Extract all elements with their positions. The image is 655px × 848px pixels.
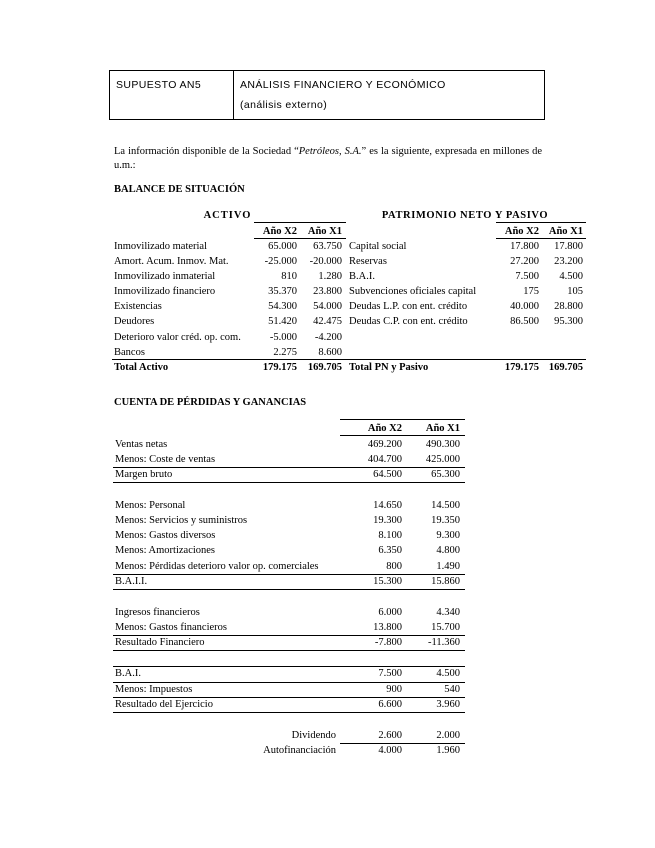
pyg-row-label: Menos: Gastos diversos [115,530,216,541]
total-pasivo-x2: 179.175 [504,362,539,373]
pyg-row-separator [113,650,465,651]
pasivo-subheader-line [496,238,586,239]
pyg-row-x1: 4.800 [436,545,460,556]
pyg-row-separator [113,574,465,575]
activo-col-x2: Año X2 [262,226,297,237]
pyg-extra-line [340,743,465,744]
activo-col-x1: Año X1 [307,226,342,237]
pyg-row-x2: 13.800 [373,622,402,633]
pyg-row-x1: 3.960 [436,699,460,710]
activo-row-x1: 54.000 [313,301,342,312]
pyg-row-separator [113,697,465,698]
pasivo-row-x1: 95.300 [554,316,583,327]
pyg-row-x1: -11.360 [428,637,460,648]
pasivo-header-line [496,222,586,223]
pasivo-row-x2: 40.000 [510,301,539,312]
pasivo-row-x1: 28.800 [554,301,583,312]
pyg-row-label: Ingresos financieros [115,607,200,618]
pyg-extra-x2: 4.000 [378,745,402,756]
pasivo-row-x1: 23.200 [554,256,583,267]
pyg-row-label: Menos: Personal [115,500,186,511]
total-pasivo-label: Total PN y Pasivo [349,362,429,373]
pyg-row-x2: 6.600 [378,699,402,710]
activo-row-x1: -20.000 [309,256,342,267]
total-pasivo-x1: 169.705 [548,362,583,373]
pyg-row-label: Menos: Amortizaciones [115,545,216,556]
pyg-row-x2: 19.300 [373,515,402,526]
pasivo-row-label: Subvenciones oficiales capital [349,286,477,297]
pyg-row-x2: 15.300 [373,576,402,587]
activo-header: ACTIVO [203,210,252,221]
header-code: SUPUESTO AN5 [116,79,202,91]
pyg-header-top-line [340,419,465,420]
header-divider [233,70,234,120]
pasivo-col-x1: Año X1 [548,226,583,237]
pyg-row-x2: 7.500 [378,668,402,679]
activo-row-label: Bancos [114,347,145,358]
pasivo-row-x2: 17.800 [510,241,539,252]
intro-after: ” es la siguiente, expresada en millones de u.m.: [114,146,543,171]
activo-row-x2: -5.000 [269,332,297,343]
pyg-title: CUENTA DE PÉRDIDAS Y GANANCIAS [114,397,307,408]
activo-row-x1: 63.750 [313,241,342,252]
pyg-row-x1: 1.490 [436,561,460,572]
header-box [109,70,545,120]
pyg-row-x2: 800 [386,561,402,572]
pyg-row-x1: 15.700 [431,622,460,633]
pyg-col-x2: Año X2 [367,423,402,434]
pyg-row-x1: 490.300 [425,439,460,450]
pyg-row-label: Ventas netas [115,439,168,450]
pyg-row-label: Menos: Pérdidas deterioro valor op. comerciales [115,561,319,572]
pyg-row-label: Resultado Financiero [115,637,205,648]
pyg-extra-x1: 1.960 [436,745,460,756]
activo-row-x2: 35.370 [268,286,297,297]
activo-row-label: Amort. Acum. Inmov. Mat. [114,256,229,267]
intro-company: Petróleos, S.A. [298,146,362,157]
pyg-row-x1: 4.340 [436,607,460,618]
pyg-row-label: B.A.I. [115,668,141,679]
activo-row-x2: 2.275 [273,347,297,358]
total-activo-x1: 169.705 [307,362,342,373]
pyg-row-x1: 9.300 [436,530,460,541]
pyg-row-x2: -7.800 [374,637,402,648]
pasivo-header: PATRIMONIO NETO Y PASIVO [381,210,549,221]
pyg-row-label: Resultado del Ejercicio [115,699,213,710]
pyg-row-x1: 540 [444,684,460,695]
pasivo-row-label: B.A.I. [349,271,375,282]
intro-before: La información disponible de la Sociedad “ [114,146,299,157]
balance-title: BALANCE DE SITUACIÓN [114,184,245,195]
pasivo-row-x1: 17.800 [554,241,583,252]
pyg-row-x1: 15.860 [431,576,460,587]
pyg-row-x1: 14.500 [431,500,460,511]
pyg-row-label: Menos: Servicios y suministros [115,515,248,526]
pyg-row-x1: 65.300 [431,469,460,480]
pasivo-row-label: Reservas [349,256,387,267]
pasivo-row-label: Capital social [349,241,407,252]
pyg-row-x2: 6.000 [378,607,402,618]
header-title: ANÁLISIS FINANCIERO Y ECONÓMICO [240,79,446,91]
pyg-row-separator [113,635,465,636]
intro-paragraph [114,145,542,173]
pasivo-row-x2: 27.200 [510,256,539,267]
pyg-row-x2: 64.500 [373,469,402,480]
pasivo-row-x2: 86.500 [510,316,539,327]
pyg-row-x2: 404.700 [367,454,402,465]
total-activo-x2: 179.175 [262,362,297,373]
activo-row-x2: 54.300 [268,301,297,312]
activo-row-x1: 42.475 [313,316,342,327]
pyg-row-label: Margen bruto [115,469,173,480]
activo-row-x2: 810 [281,271,297,282]
pyg-extra-label: Autofinanciación [263,745,336,756]
pyg-row-x1: 4.500 [436,668,460,679]
pyg-row-x1: 19.350 [431,515,460,526]
total-activo-label: Total Activo [114,362,169,373]
pasivo-row-label: Deudas C.P. con ent. crédito [349,316,468,327]
activo-row-label: Existencias [114,301,162,312]
pyg-row-label: Menos: Gastos financieros [115,622,227,633]
pyg-row-separator [113,682,465,683]
pasivo-row-x1: 105 [567,286,583,297]
activo-row-x1: 23.800 [313,286,342,297]
pasivo-col-x2: Año X2 [504,226,539,237]
activo-row-label: Inmovilizado material [114,241,208,252]
pasivo-row-label: Deudas L.P. con ent. crédito [349,301,468,312]
activo-subheader-line [254,238,346,239]
pyg-row-x2: 900 [386,684,402,695]
activo-header-line [254,222,346,223]
pasivo-row-x1: 4.500 [559,271,583,282]
pyg-row-label: Menos: Impuestos [115,684,193,695]
pyg-col-x1: Año X1 [425,423,460,434]
pyg-extra-label: Dividendo [291,730,336,741]
pyg-header-bottom-line [340,435,465,436]
balance-total-line [112,359,586,360]
pyg-row-separator [113,467,465,468]
pyg-row-x2: 469.200 [367,439,402,450]
activo-row-x1: 8.600 [318,347,342,358]
pyg-row-separator [113,666,465,667]
pasivo-row-x2: 175 [523,286,539,297]
pyg-row-separator [113,712,465,713]
activo-row-x1: 1.280 [318,271,342,282]
activo-row-label: Deudores [114,316,155,327]
activo-row-label: Inmovilizado inmaterial [114,271,216,282]
pyg-row-x2: 6.350 [378,545,402,556]
activo-row-x2: -25.000 [264,256,297,267]
activo-row-x2: 65.000 [268,241,297,252]
pyg-row-label: B.A.I.I. [115,576,148,587]
pyg-extra-x1: 2.000 [436,730,460,741]
pyg-row-x2: 14.650 [373,500,402,511]
header-subtitle: (análisis externo) [240,99,328,111]
pyg-row-label: Menos: Coste de ventas [115,454,216,465]
activo-row-x2: 51.420 [268,316,297,327]
pyg-row-x2: 8.100 [378,530,402,541]
pyg-row-separator [113,589,465,590]
activo-row-label: Deterioro valor créd. op. com. [114,332,241,343]
pasivo-row-x2: 7.500 [515,271,539,282]
pyg-extra-x2: 2.600 [378,730,402,741]
activo-row-x1: -4.200 [314,332,342,343]
pyg-row-x1: 425.000 [425,454,460,465]
activo-row-label: Inmovilizado financiero [114,286,216,297]
pyg-row-separator [113,482,465,483]
